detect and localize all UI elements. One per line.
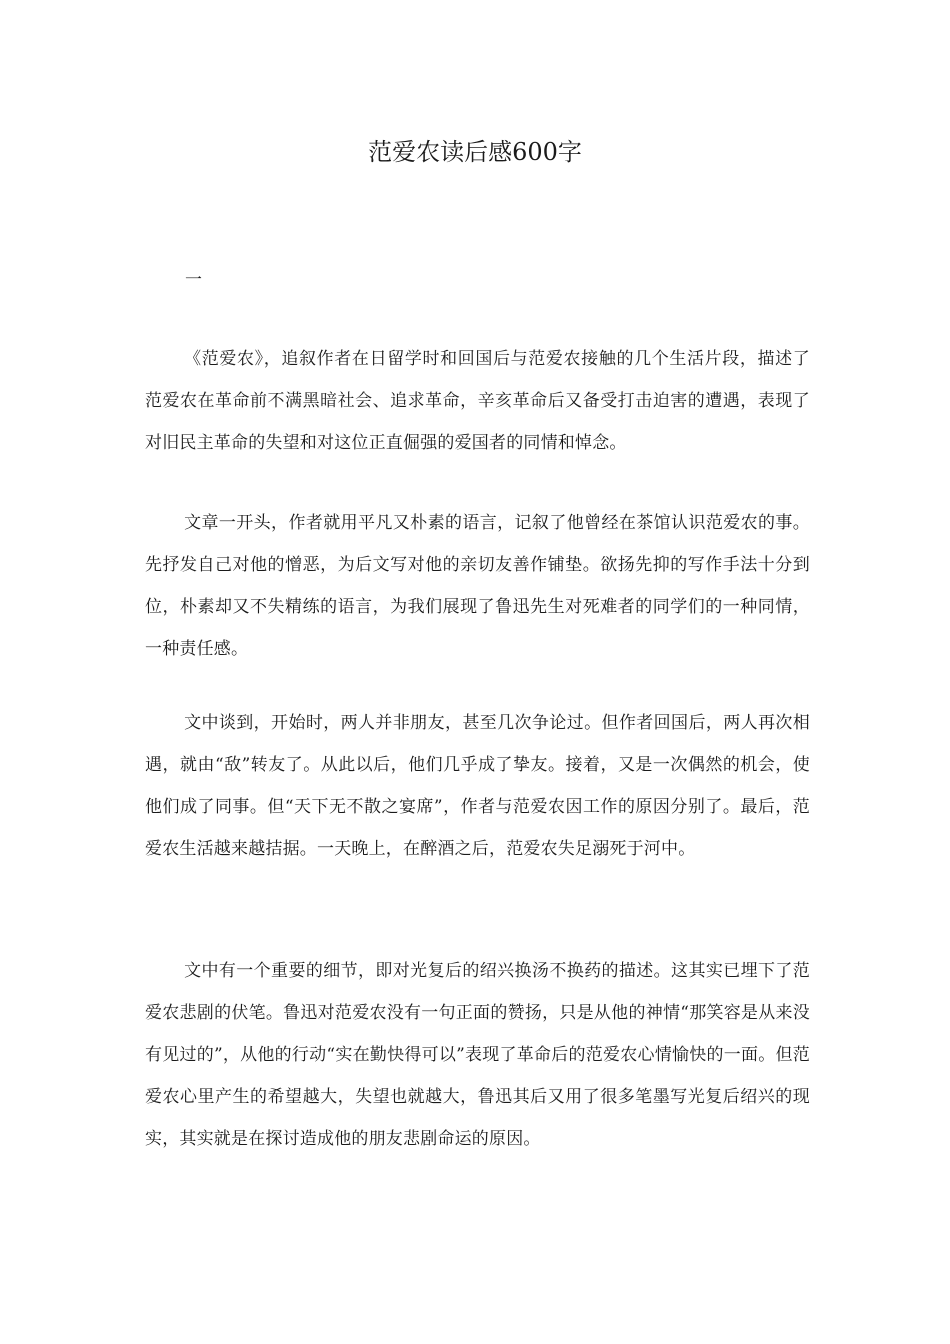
section-number: 一 xyxy=(185,270,202,290)
paragraph-4: 文中有一个重要的细节，即对光复后的绍兴换汤不换药的描述。这其实已埋下了范爱农悲剧的伏笔。鲁迅对范爱农没有一句正面的赞扬，只是从他的神情“那笑容是从来没有见过的”，从他的行动“实在勤快得可以”表现了革命后的范爱农心情愉快的一面。但范爱农心里产生的希望越大，失望也就越大，鲁迅其后又用了很多笔墨写光复后绍兴的现实，其实就是在探讨造成他的朋友悲剧命运的原因。 xyxy=(145,961,810,1149)
paragraph-1: 《范爱农》，追叙作者在日留学时和回国后与范爱农接触的几个生活片段，描述了范爱农在革命前不满黑暗社会、追求革命，辛亥革命后又备受打击迫害的遭遇，表现了对旧民主革命的失望和对这位正直倔强的爱国者的同情和悼念。 xyxy=(145,349,810,453)
document-title: 范爱农读后感600字 xyxy=(368,138,582,166)
paragraph-3: 文中谈到，开始时，两人并非朋友，甚至几次争论过。但作者回国后，两人再次相遇，就由“敌”转友了。从此以后，他们几乎成了挚友。接着，又是一次偶然的机会，使他们成了同事。但“天下无不散之宴席”，作者与范爱农因工作的原因分别了。最后，范爱农生活越来越拮据。一天晚上，在醉酒之后，范爱农失足溺死于河中。 xyxy=(145,713,810,859)
paragraph-2: 文章一开头，作者就用平凡又朴素的语言，记叙了他曾经在茶馆认识范爱农的事。先抒发自己对他的憎恶，为后文写对他的亲切友善作铺垫。欲扬先抑的写作手法十分到位，朴素却又不失精练的语言，为我们展现了鲁迅先生对死难者的同学们的一种同情，一种责任感。 xyxy=(145,513,810,659)
